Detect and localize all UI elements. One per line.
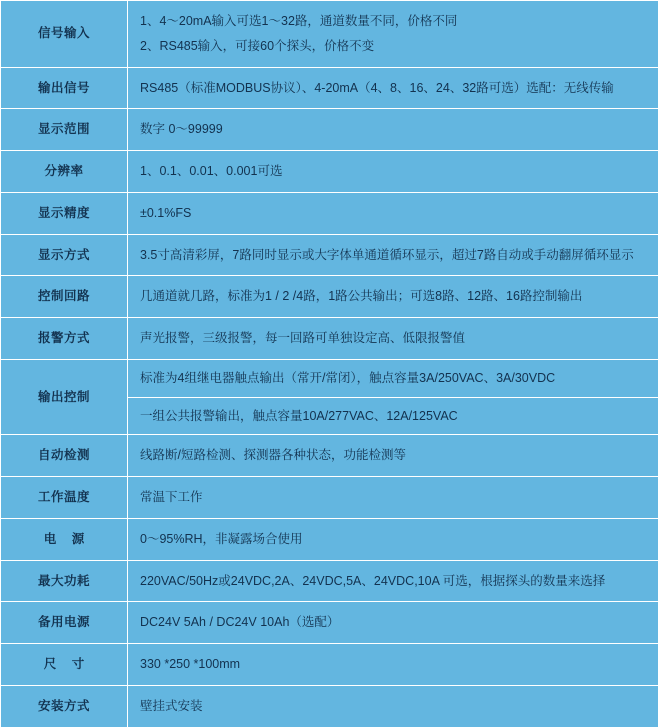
table-row xyxy=(1,685,659,727)
spec-value xyxy=(128,234,659,276)
spec-value xyxy=(128,192,659,234)
table-row xyxy=(1,192,659,234)
spec-label: 工作温度 xyxy=(1,477,128,519)
spec-label: 显示范围 xyxy=(1,109,128,151)
spec-value-line: 标准为4组继电器触点输出（常开/常闭），触点容量3A/250VAC、3A/30VDC xyxy=(128,360,658,398)
spec-value-line: 线路断/短路检测、探测器各种状态，功能检测等 xyxy=(140,448,406,463)
spec-value xyxy=(128,109,659,151)
spec-value-line: 壁挂式安装 xyxy=(140,698,203,713)
table-row xyxy=(1,477,659,519)
table-row xyxy=(1,276,659,318)
spec-label: 控制回路 xyxy=(1,276,128,318)
spec-value xyxy=(128,67,659,109)
spec-value xyxy=(128,685,659,727)
spec-label: 自动检测 xyxy=(1,435,128,477)
table-row xyxy=(1,151,659,193)
spec-value-line: 2、RS485输入，可接60个探头，价格不变 xyxy=(140,38,375,53)
spec-label: 输出控制 xyxy=(1,359,128,435)
spec-label: 报警方式 xyxy=(1,318,128,360)
spec-label: 显示方式 xyxy=(1,234,128,276)
spec-value-line: ±0.1%FS xyxy=(140,205,192,220)
spec-value-line: 数字 0～99999 xyxy=(140,122,223,137)
spec-value xyxy=(128,477,659,519)
spec-value-line: 330 *250 *100mm xyxy=(140,657,241,671)
spec-label: 安装方式 xyxy=(1,685,128,727)
table-row xyxy=(1,67,659,109)
spec-value-line: 几通道就几路，标准为1 / 2 /4路，1路公共输出；可选8路、12路、16路控制输出 xyxy=(140,289,583,304)
spec-value-line: 3.5寸高清彩屏，7路同时显示或大字体单通道循环显示，超过7路自动或手动翻屏循环显示 xyxy=(140,247,634,262)
spec-label: 分辨率 xyxy=(1,151,128,193)
spec-value xyxy=(128,644,659,686)
table-row xyxy=(1,602,659,644)
table-row xyxy=(1,234,659,276)
table-row xyxy=(1,359,659,435)
spec-value xyxy=(128,602,659,644)
spec-label: 显示精度 xyxy=(1,192,128,234)
spec-label: 备用电源 xyxy=(1,602,128,644)
spec-label: 电 源 xyxy=(1,518,128,560)
table-row xyxy=(1,435,659,477)
table-row xyxy=(1,1,659,68)
spec-label: 最大功耗 xyxy=(1,560,128,602)
table-row xyxy=(1,560,659,602)
table-row xyxy=(1,318,659,360)
spec-value-line: 220VAC/50Hz或24VDC,2A、24VDC,5A、24VDC,10A 可选，根据探头的数量来选择 xyxy=(140,573,606,588)
spec-value-line: 声光报警，三级报警，每一回路可单独设定高、低限报警值 xyxy=(140,331,466,345)
spec-value xyxy=(128,1,659,68)
spec-value-line: 1、4～20mA输入可选1～32路，通道数量不同，价格不同 xyxy=(140,14,458,28)
table-row xyxy=(1,109,659,151)
spec-value xyxy=(128,560,659,602)
spec-value xyxy=(128,518,659,560)
spec-value-line: RS485（标准MODBUS协议）、4-20mA（4、8、16、24、32路可选）选配：无线传输 xyxy=(140,80,614,95)
spec-label: 输出信号 xyxy=(1,67,128,109)
spec-value-line: 1、0.1、0.01、0.001可选 xyxy=(140,164,283,178)
spec-label: 尺 寸 xyxy=(1,644,128,686)
spec-value xyxy=(128,318,659,360)
spec-value xyxy=(128,276,659,318)
spec-value xyxy=(128,435,659,477)
spec-value-line: 一组公共报警输出，触点容量10A/277VAC、12A/125VAC xyxy=(140,408,458,423)
spec-value-line: DC24V 5Ah / DC24V 10Ah（选配） xyxy=(140,615,340,630)
spec-value-line: 0～95%RH，非凝露场合使用 xyxy=(140,531,303,546)
spec-value-line: 常温下工作 xyxy=(140,490,203,504)
spec-label: 信号输入 xyxy=(1,1,128,68)
specification-table-body xyxy=(1,1,659,728)
spec-value xyxy=(128,151,659,193)
table-row xyxy=(1,518,659,560)
spec-value xyxy=(128,359,659,435)
table-row xyxy=(1,644,659,686)
